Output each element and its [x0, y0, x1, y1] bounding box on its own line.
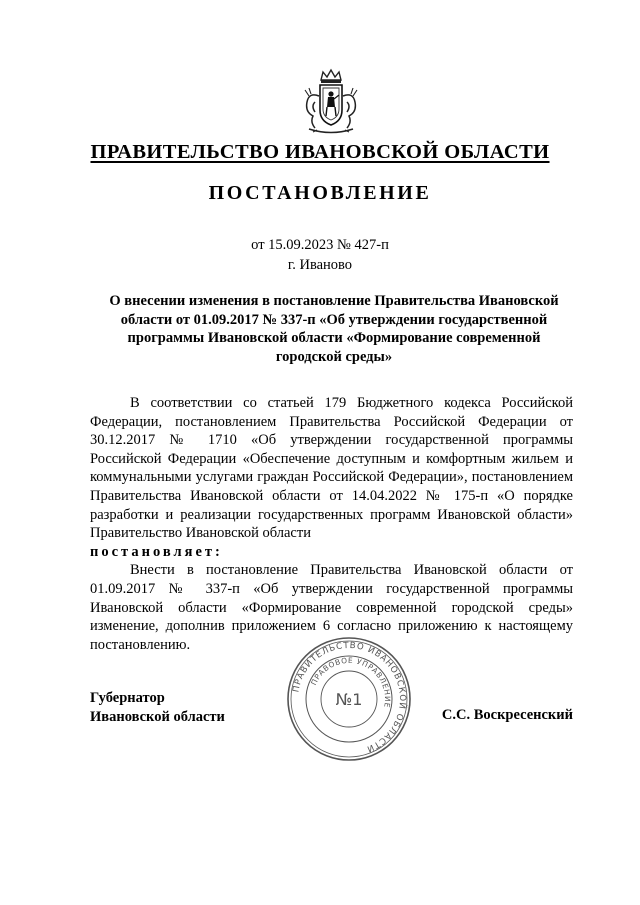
signature-position-line2: Ивановской области — [90, 708, 225, 725]
decree-word: постановляет: — [90, 543, 223, 560]
stamp-outer-text: ПРАВИТЕЛЬСТВО ИВАНОВСКОЙ ОБЛАСТИ — [291, 640, 408, 754]
signature-position-line1: Губернатор — [90, 690, 165, 706]
document-subject: О внесении изменения в постановление Правительства Ивановской области от 01.09.2017 № 337-п «Об утверждении государственной программы Ивановской области «Формирование современной городской среды» — [109, 293, 559, 366]
coat-of-arms-icon — [295, 66, 367, 138]
document-date-number: от 15.09.2023 № 427-п — [251, 237, 389, 253]
official-stamp-icon — [286, 636, 412, 762]
document-type: ПОСТАНОВЛЕНИЕ — [208, 182, 432, 204]
organization-title: ПРАВИТЕЛЬСТВО ИВАНОВСКОЙ ОБЛАСТИ — [90, 141, 550, 163]
stamp-center-text: №1 — [335, 690, 363, 709]
stamp-inner-text: ПРАВОВОЕ УПРАВЛЕНИЕ — [309, 655, 393, 709]
body-paragraph-1: В соответствии со статьей 179 Бюджетного кодекса Российской Федерации, постановлением Правительства Российской Федерации от 30.12.2017 № 1710 «Об утверждении государственной программы Российской Федерации «Обеспечение доступным и комфортным жильем и коммунальными услугами граждан Российской Федерации», постановлением Правительства Ивановской области от 14.04.2022 № 175-п «О порядке разработки и реализации государственных программ Ивановской области» Правительство Ивановской области — [90, 395, 573, 542]
document-body — [90, 394, 573, 654]
signer-name: С.С. Воскресенский — [441, 707, 573, 723]
signature-position — [90, 689, 225, 726]
body-paragraph-2: Внести в постановление Правительства Ивановской области от 01.09.2017 № 337-п «Об утверждении государственной программы Ивановской области «Формирование современной городской среды» изменение, дополнив приложением 6 согласно приложению к настоящему постановлению. — [90, 562, 573, 653]
document-city: г. Иваново — [287, 257, 353, 273]
